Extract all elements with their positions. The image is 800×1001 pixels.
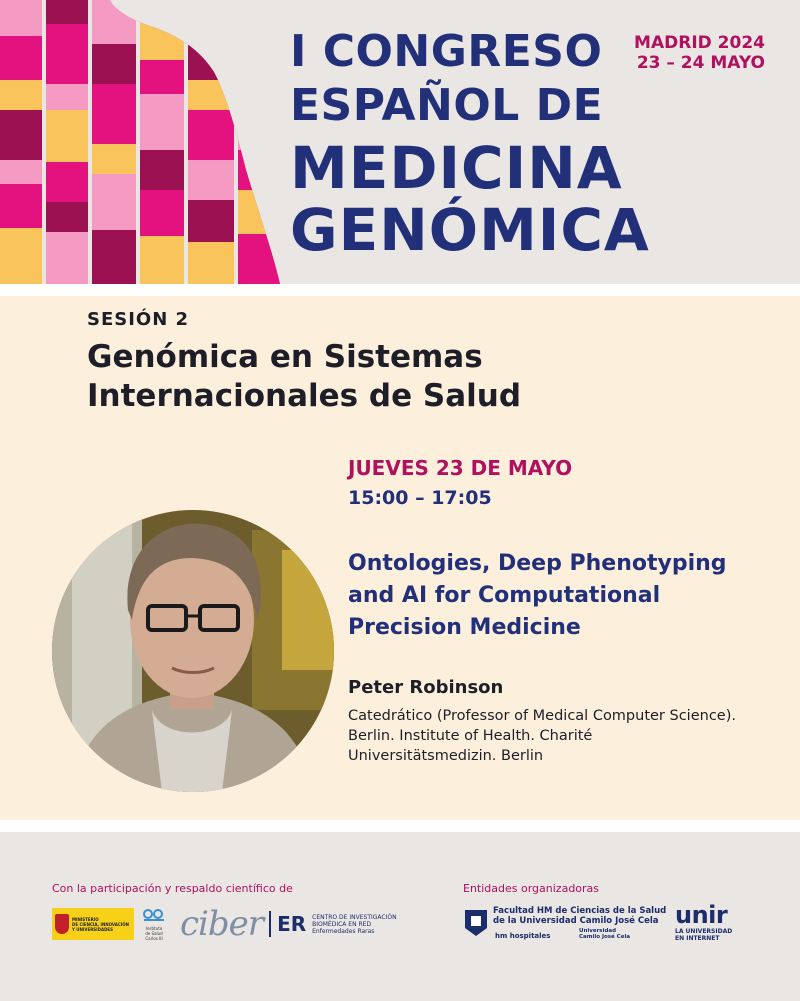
ministerio-logo: MINISTERIO DE CIENCIA, INNOVACIÓN Y UNIVERSIDADES: [52, 908, 134, 940]
event-location: MADRID 2024: [634, 33, 765, 53]
speaker-photo: [52, 510, 334, 792]
isciii-logo: Instituto de Salud Carlos III: [140, 906, 168, 942]
footer-sponsors: [0, 832, 800, 1001]
talk-title-line-3: Precision Medicine: [348, 615, 581, 640]
session-title-line-1: Genómica en Sistemas: [87, 339, 483, 375]
support-label: Con la participación y respaldo científico de: [52, 882, 293, 895]
event-dates: 23 – 24 MAYO: [636, 53, 765, 73]
coat-of-arms-icon: [55, 914, 69, 934]
speaker-affiliation-line-3: Universitätsmedizin. Berlin: [348, 748, 544, 764]
header-banner: [0, 0, 800, 284]
ciber-logo: ciber ER CENTRO DE INVESTIGACIÓN BIOMÉDICA EN RED Enfermedades Raras: [180, 904, 397, 944]
talk-title-line-1: Ontologies, Deep Phenotyping: [348, 551, 727, 576]
congress-title-line-2: ESPAÑOL DE: [290, 80, 604, 131]
speaker-affiliation-line-2: Berlin. Institute of Health. Charité: [348, 728, 593, 744]
speaker-affiliation-line-1: Catedrático (Professor of Medical Computer Science).: [348, 708, 736, 724]
congress-title-line-4: GENÓMICA: [290, 196, 650, 264]
ciber-wordmark: ciber: [180, 904, 264, 944]
hm-shield-icon: [463, 908, 489, 938]
session-panel: [0, 296, 800, 820]
organizers-label: Entidades organizadoras: [463, 882, 600, 895]
isciii-icon: [142, 906, 166, 922]
session-day: JUEVES 23 DE MAYO: [348, 456, 573, 480]
unir-logo: unir LA UNIVERSIDAD EN INTERNET: [675, 902, 755, 944]
hm-hospitales-text: hm hospitales: [495, 932, 551, 940]
talk-title-line-2: and AI for Computational: [348, 583, 661, 608]
session-label: SESIÓN 2: [87, 309, 190, 330]
er-wordmark: ER: [277, 912, 307, 936]
congress-title-line-1: I CONGRESO: [290, 26, 603, 77]
congress-title-line-3: MEDICINA: [290, 134, 623, 202]
session-time: 15:00 – 17:05: [348, 487, 492, 509]
unir-wordmark: unir: [675, 901, 728, 929]
session-title-line-2: Internacionales de Salud: [87, 378, 522, 414]
hm-facultad-logo: Facultad HM de Ciencias de la Salud de la Universidad Camilo José Cela hm hospitales Universidad Camilo José Cela: [463, 906, 663, 946]
body-mosaic-illustration: [0, 0, 280, 284]
speaker-name: Peter Robinson: [348, 677, 504, 698]
